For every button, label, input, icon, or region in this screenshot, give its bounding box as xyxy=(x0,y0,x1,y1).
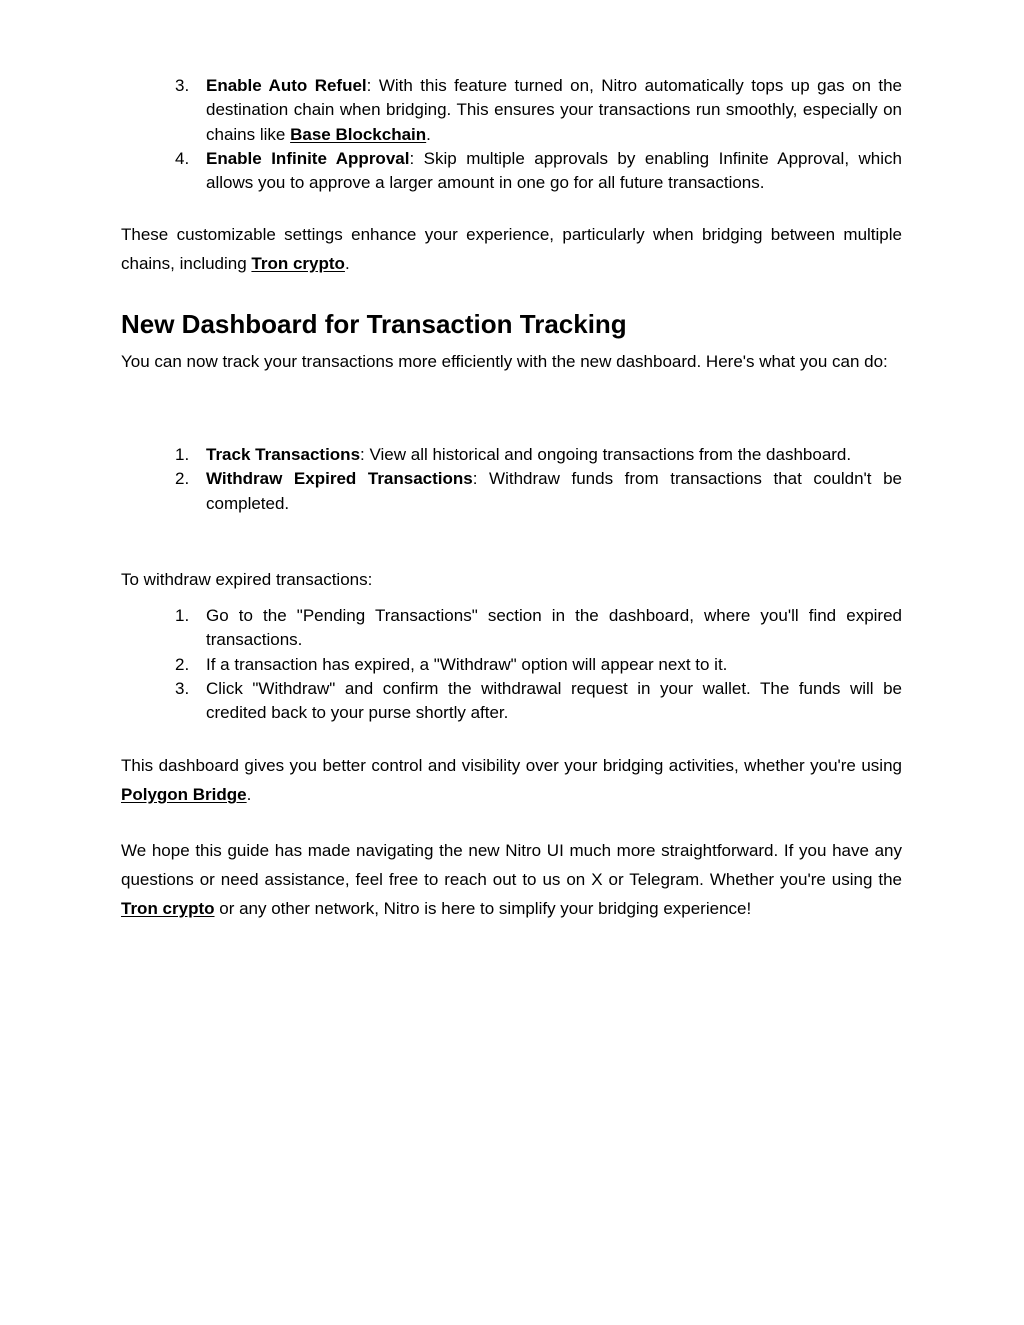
list-number: 3. xyxy=(175,678,190,698)
section-heading: New Dashboard for Transaction Tracking xyxy=(121,309,627,339)
paragraph-punct: . xyxy=(246,785,252,804)
list-item-title: Withdraw Expired Transactions xyxy=(206,469,473,489)
list-item-text: : With this feature turned on, Nitro automatically tops up gas on the destination chain when bridging. This ensures your transactions run smoothly, especially on chains like xyxy=(206,76,902,144)
list-number: 1. xyxy=(175,445,190,464)
list-item xyxy=(121,147,902,196)
list-item xyxy=(121,74,902,147)
dashboard-paragraph xyxy=(121,751,902,809)
features-list xyxy=(121,443,902,516)
paragraph-punct: . xyxy=(344,254,350,273)
list-item xyxy=(121,653,902,677)
paragraph-text: These customizable settings enhance your experience, particularly when bridging between multiple chains, including xyxy=(121,225,902,273)
list-item-text: : View all historical and ongoing transactions from the dashboard. xyxy=(360,445,852,464)
paragraph-text: To withdraw expired transactions: xyxy=(121,570,373,589)
paragraph-text: We hope this guide has made navigating the new Nitro UI much more straightforward. If you have any questions or need assistance, feel free to reach out to us on X or Telegram. Whether you're using the xyxy=(121,841,902,889)
list-number: 1. xyxy=(175,606,190,625)
list-number: 2. xyxy=(175,469,190,489)
section-heading-block xyxy=(121,308,902,340)
list-item-punct: . xyxy=(426,124,431,144)
withdraw-paragraph xyxy=(121,565,902,594)
list-item xyxy=(121,677,902,726)
polygon-bridge-link[interactable]: Polygon Bridge xyxy=(121,785,247,804)
base-blockchain-link[interactable]: Base Blockchain xyxy=(290,124,427,144)
list-item-text: Go to the "Pending Transactions" section in the dashboard, where you'll find expired transactions. xyxy=(206,606,902,650)
intro-paragraph xyxy=(121,347,902,376)
list-item-title: Track Transactions xyxy=(206,445,361,464)
list-item-text: Click "Withdraw" and confirm the withdrawal request in your wallet. The funds will be credited back to your purse shortly after. xyxy=(206,678,902,723)
settings-paragraph xyxy=(121,220,902,278)
list-item xyxy=(121,443,902,467)
list-item xyxy=(121,467,902,516)
list-item-title: Enable Auto Refuel xyxy=(206,76,367,95)
list-item-text: If a transaction has expired, a "Withdraw" option will appear next to it. xyxy=(206,654,728,674)
list-item-text: : Skip multiple approvals by enabling Infinite Approval, which allows you to approve a larger amount in one go for all future transactions. xyxy=(206,148,902,193)
list-number: 2. xyxy=(175,654,190,674)
paragraph-text: This dashboard gives you better control and visibility over your bridging activities, whether you're using xyxy=(121,756,902,775)
list-item xyxy=(121,604,902,653)
list-item-title: Enable Infinite Approval xyxy=(206,148,410,168)
paragraph-text: You can now track your transactions more efficiently with the new dashboard. Here's what you can do: xyxy=(121,352,888,371)
tron-crypto-link[interactable]: Tron crypto xyxy=(251,254,345,273)
list-number: 3. xyxy=(175,76,190,95)
paragraph-text: or any other network, Nitro is here to simplify your bridging experience! xyxy=(214,899,752,918)
settings-list xyxy=(121,74,902,195)
list-number: 4. xyxy=(175,148,190,168)
withdraw-steps-list xyxy=(121,604,902,725)
list-item-text: : Withdraw funds from transactions that couldn't be completed. xyxy=(206,469,902,513)
closing-paragraph xyxy=(121,836,902,923)
tron-crypto-link[interactable]: Tron crypto xyxy=(121,899,215,918)
